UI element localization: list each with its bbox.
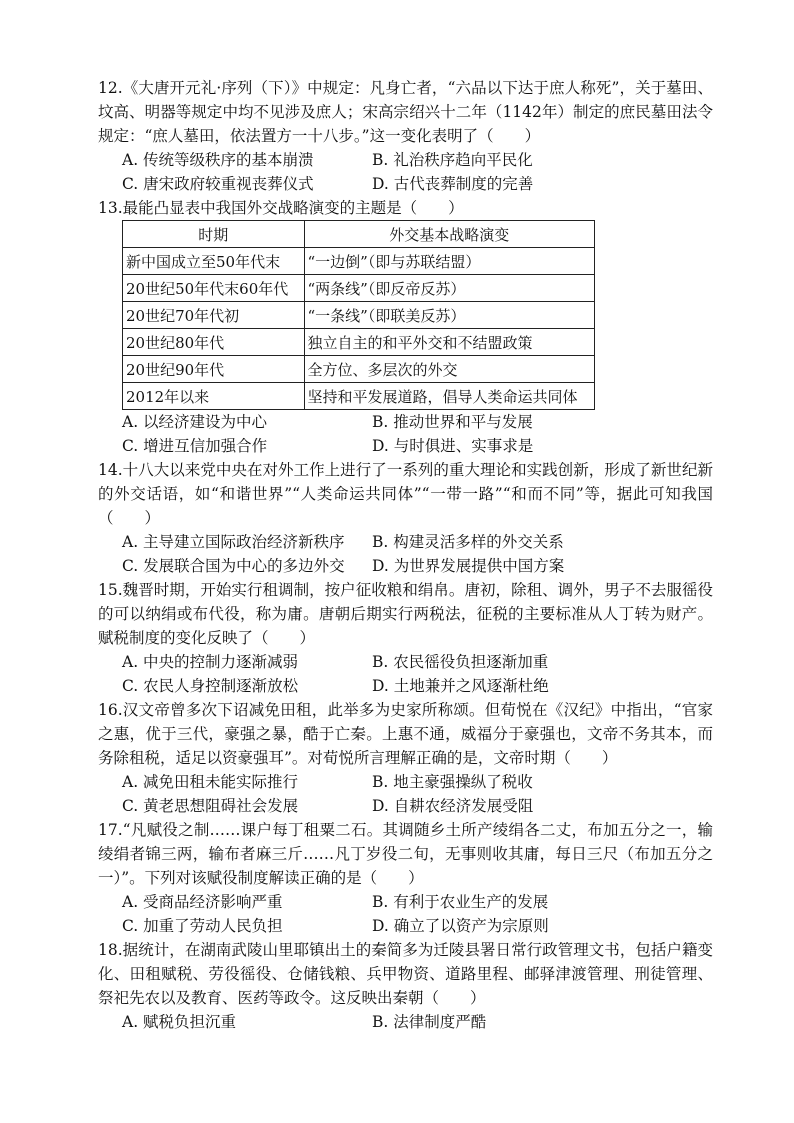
question-13 xyxy=(98,196,713,458)
question-stem: 15.魏晋时期，开始实行租调制，按户征收粮和绢帛。唐初，除租、调外，男子不去服徭役的可以纳绢或布代役，称为庸。唐朝后期实行两税法，征税的主要标准从人丁转为财产。赋税制度的变化反映了（ ） xyxy=(98,581,713,647)
table-cell: 全方位、多层次的外交 xyxy=(304,356,594,383)
option-a: A. 中央的控制力逐渐减弱 xyxy=(122,653,299,671)
table-header: 时期 xyxy=(123,221,305,248)
question-stem: 18.据统计，在湖南武陵山里耶镇出土的秦简多为迁陵县署日常行政管理文书，包括户籍变化、田租赋税、劳役徭役、仓储钱粮、兵甲物资、道路里程、邮驿津渡管理、刑徒管理、祭祀先农以及教育、医药等政令。这反映出秦朝（ ） xyxy=(98,941,713,1007)
option-a: A. 减免田租未能实际推行 xyxy=(122,773,299,791)
table-cell: 新中国成立至50年代末 xyxy=(123,248,305,275)
table-row xyxy=(123,356,595,383)
options xyxy=(98,530,713,578)
option-a: A. 传统等级秩序的基本崩溃 xyxy=(122,151,314,169)
question-stem: 12.《大唐开元礼·序列（下）》中规定：凡身亡者，“六品以下达于庶人称死”，关于墓田、坟高、明器等规定中均不见涉及庶人；宋高宗绍兴十二年（1142年）制定的庶民墓田法令规定：“庶人墓田，依法置方一十八步。”这一变化表明了（ ） xyxy=(98,79,713,145)
table-cell: 20世纪80年代 xyxy=(123,329,305,356)
table-row xyxy=(123,383,595,410)
question-18 xyxy=(98,938,713,1034)
question-16 xyxy=(98,698,713,818)
question-15 xyxy=(98,578,713,698)
option-a: A. 以经济建设为中心 xyxy=(122,413,268,431)
option-a: A. 受商品经济影响严重 xyxy=(122,893,283,911)
table-header: 外交基本战略演变 xyxy=(304,221,594,248)
question-stem: 17.“凡赋役之制……课户每丁租粟二石。其调随乡土所产绫绢各二丈，布加五分之一，输绫绢者锦三两，输布者麻三斤……凡丁岁役二旬，无事则收其庸，每日三尺（布加五分之一）”。下列对该赋役制度解读正确的是（ ） xyxy=(98,821,713,887)
option-a: A. 赋税负担沉重 xyxy=(122,1013,237,1031)
table-cell: “两条线”（即反帝反苏） xyxy=(304,275,594,302)
option-d: D. 为世界发展提供中国方案 xyxy=(372,557,565,575)
option-d: D. 土地兼并之风逐渐杜绝 xyxy=(372,677,549,695)
table-cell: 20世纪50年代末60年代 xyxy=(123,275,305,302)
question-14 xyxy=(98,458,713,578)
options xyxy=(98,148,713,196)
option-b: B. 有利于农业生产的发展 xyxy=(372,893,549,911)
question-stem: 14.十八大以来党中央在对外工作上进行了一系列的重大理论和实践创新，形成了新世纪新的外交话语，如“和谐世界”“人类命运共同体”“一带一路”“和而不同”等，据此可知我国（ ） xyxy=(98,461,713,527)
option-d: D. 自耕农经济发展受阻 xyxy=(372,797,534,815)
options xyxy=(98,770,713,818)
option-a: A. 主导建立国际政治经济新秩序 xyxy=(122,533,345,551)
option-c: C. 唐宋政府较重视丧葬仪式 xyxy=(122,175,314,193)
options xyxy=(98,410,713,458)
option-c: C. 农民人身控制逐渐放松 xyxy=(122,677,299,695)
table-cell: 2012年以来 xyxy=(123,383,305,410)
table-cell: “一边倒”（即与苏联结盟） xyxy=(304,248,594,275)
option-c: C. 发展联合国为中心的多边外交 xyxy=(122,557,345,575)
table-row xyxy=(123,302,595,329)
option-b: B. 礼治秩序趋向平民化 xyxy=(372,151,533,169)
table-cell: 20世纪70年代初 xyxy=(123,302,305,329)
options xyxy=(98,650,713,698)
table-row xyxy=(123,275,595,302)
table-cell: 20世纪90年代 xyxy=(123,356,305,383)
option-b: B. 构建灵活多样的外交关系 xyxy=(372,533,564,551)
options xyxy=(98,1010,713,1034)
question-12 xyxy=(98,76,713,196)
exam-page xyxy=(98,76,713,1034)
table-cell: “一条线”（即联美反苏） xyxy=(304,302,594,329)
diplomacy-table xyxy=(122,220,595,410)
option-d: D. 与时俱进、实事求是 xyxy=(372,437,534,455)
option-c: C. 增进互信加强合作 xyxy=(122,437,268,455)
option-d: D. 确立了以资产为宗原则 xyxy=(372,917,549,935)
question-17 xyxy=(98,818,713,938)
options xyxy=(98,890,713,938)
question-stem: 13.最能凸显表中我国外交战略演变的主题是（ ） xyxy=(98,199,464,217)
option-b: B. 推动世界和平与发展 xyxy=(372,413,533,431)
question-stem: 16.汉文帝曾多次下诏减免田租，此举多为史家所称颂。但荀悦在《汉纪》中指出，“官家之惠，优于三代，豪强之暴，酷于亡秦。上惠不通，威福分于豪强也，文帝不务其本，而务除租税，适足以资豪强耳”。对荀悦所言理解正确的是，文帝时期（ ） xyxy=(98,701,713,767)
option-c: C. 黄老思想阻碍社会发展 xyxy=(122,797,299,815)
option-d: D. 古代丧葬制度的完善 xyxy=(372,175,534,193)
table-row xyxy=(123,329,595,356)
option-b: B. 法律制度严酷 xyxy=(372,1013,487,1031)
table-row xyxy=(123,248,595,275)
table-cell: 独立自主的和平外交和不结盟政策 xyxy=(304,329,594,356)
table-header-row xyxy=(123,221,595,248)
table-cell: 坚持和平发展道路，倡导人类命运共同体 xyxy=(304,383,594,410)
option-c: C. 加重了劳动人民负担 xyxy=(122,917,283,935)
option-b: B. 地主豪强操纵了税收 xyxy=(372,773,533,791)
option-b: B. 农民徭役负担逐渐加重 xyxy=(372,653,549,671)
